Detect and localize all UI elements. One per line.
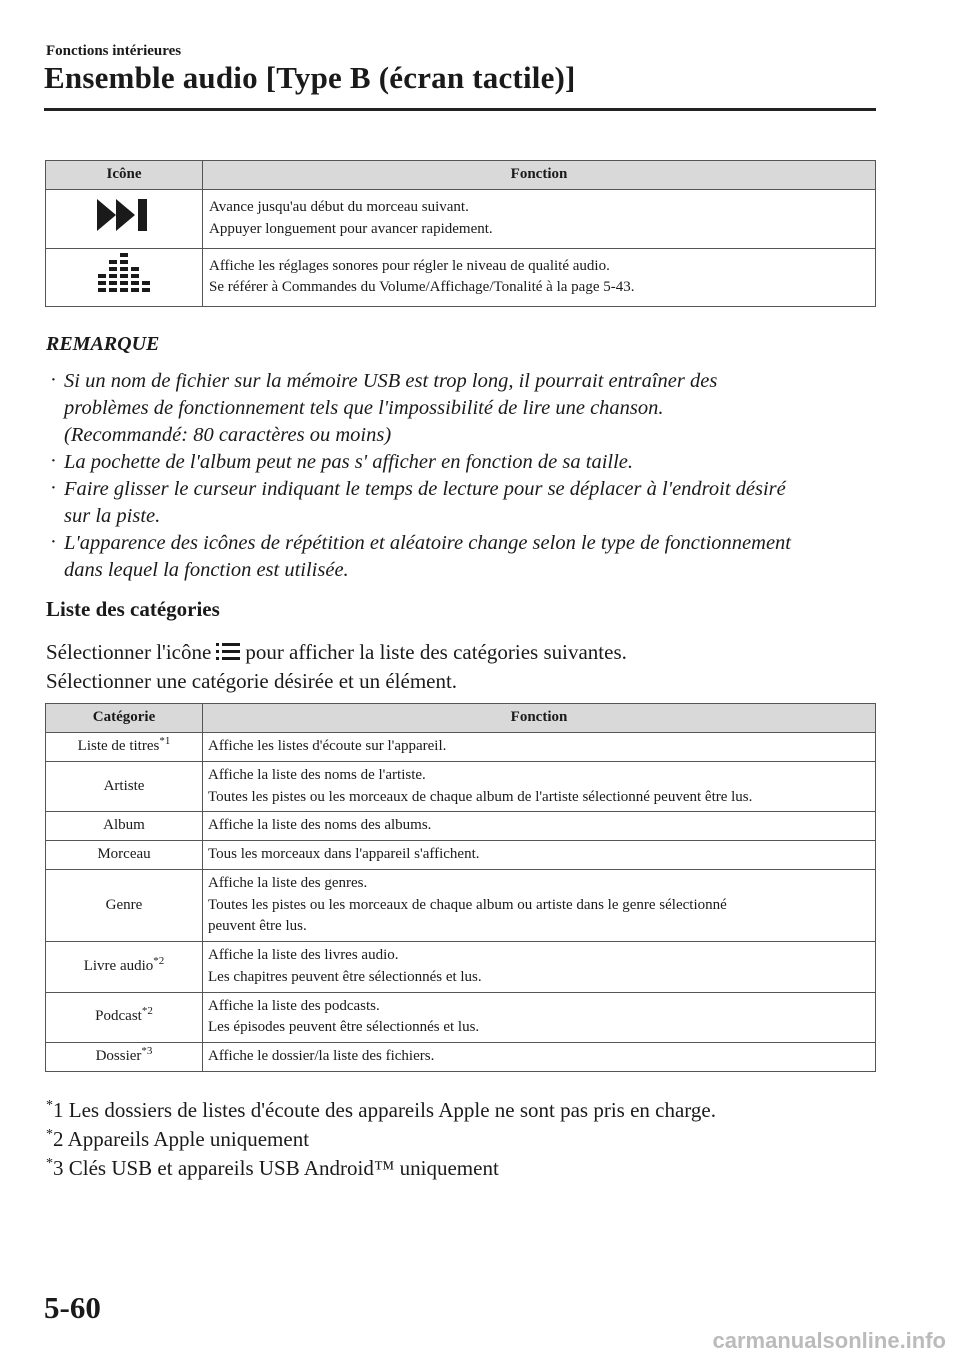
function-line: peuvent être lus. bbox=[208, 918, 307, 935]
equalizer-icon bbox=[96, 250, 152, 298]
footnote bbox=[46, 1154, 716, 1183]
remark-heading: REMARQUE bbox=[46, 333, 160, 355]
bullet-icon: · bbox=[50, 477, 57, 499]
footnote-ref: *2 bbox=[141, 1005, 153, 1018]
remark-line: (Recommandé: 80 caractères ou moins) bbox=[64, 424, 392, 446]
function-line: Affiche les listes d'écoute sur l'appareil. bbox=[208, 738, 447, 754]
footnote-mark: * bbox=[46, 1098, 53, 1113]
remark-line: L'apparence des icônes de répétition et aléatoire change selon le type de fonctionnement bbox=[64, 532, 791, 554]
category-cell bbox=[46, 942, 203, 993]
footnote-text: 1 Les dossiers de listes d'écoute des appareils Apple ne sont pas pris en charge. bbox=[53, 1098, 716, 1122]
category-name: Liste de titres bbox=[77, 738, 160, 754]
footnotes bbox=[46, 1096, 716, 1183]
footnote-ref: *1 bbox=[159, 735, 171, 747]
category-heading: Liste des catégories bbox=[46, 597, 220, 621]
column-header-icon: Icône bbox=[46, 161, 203, 190]
footnote bbox=[46, 1096, 716, 1125]
remark-item bbox=[46, 368, 876, 449]
remark-line: Si un nom de fichier sur la mémoire USB est trop long, il pourrait entraîner des bbox=[64, 370, 718, 392]
function-line: Avance jusqu'au début du morceau suivant. bbox=[209, 199, 469, 215]
remark-line: sur la piste. bbox=[64, 505, 161, 527]
remark-line: problèmes de fonctionnement tels que l'impossibilité de lire une chanson. bbox=[64, 397, 664, 419]
icon-cell bbox=[46, 190, 203, 249]
function-cell bbox=[203, 733, 876, 762]
function-cell bbox=[203, 190, 876, 249]
function-line: Affiche la liste des noms de l'artiste. bbox=[208, 766, 426, 783]
category-name: Genre bbox=[105, 896, 143, 913]
category-name: Artiste bbox=[103, 777, 145, 794]
remark-item bbox=[46, 476, 876, 530]
function-cell bbox=[203, 841, 876, 870]
remark-list bbox=[46, 368, 876, 584]
remark-line: La pochette de l'album peut ne pas s' afficher en fonction de sa taille. bbox=[64, 451, 634, 473]
footnote-text: 3 Clés USB et appareils USB Android™ uniquement bbox=[53, 1156, 499, 1180]
footnote-text: 2 Appareils Apple uniquement bbox=[53, 1127, 310, 1151]
category-name: Livre audio bbox=[83, 957, 154, 974]
footnote-mark: * bbox=[46, 1156, 53, 1171]
function-cell bbox=[203, 942, 876, 993]
bullet-icon: · bbox=[50, 369, 57, 391]
function-line: Affiche la liste des noms des albums. bbox=[208, 817, 432, 834]
intro-paragraph bbox=[46, 638, 627, 669]
category-cell bbox=[46, 761, 203, 812]
table-row bbox=[46, 190, 876, 249]
category-name: Podcast bbox=[95, 1008, 142, 1025]
table-row bbox=[46, 1043, 876, 1072]
function-line: Affiche le dossier/la liste des fichiers. bbox=[208, 1048, 435, 1064]
function-cell bbox=[203, 812, 876, 841]
function-line: Affiche la liste des genres. bbox=[208, 874, 368, 891]
function-line: Se référer à Commandes du Volume/Affichage/Tonalité à la page 5-43. bbox=[209, 279, 635, 296]
function-cell bbox=[203, 761, 876, 812]
intro-text-before: Sélectionner l'icône bbox=[46, 640, 212, 664]
page-title: Ensemble audio [Type B (écran tactile)] bbox=[44, 60, 576, 95]
function-line: Appuyer longuement pour avancer rapidement. bbox=[209, 220, 493, 237]
intro-paragraph-2: Sélectionner une catégorie désirée et un élément. bbox=[46, 669, 458, 693]
icon-cell bbox=[46, 248, 203, 307]
remark-item bbox=[46, 449, 876, 476]
function-line: Les épisodes peuvent être sélectionnés et lus. bbox=[208, 1019, 480, 1036]
page-number: 5-60 bbox=[44, 1290, 101, 1325]
function-line: Toutes les pistes ou les morceaux de chaque album ou artiste dans le genre sélectionné bbox=[208, 896, 727, 913]
table-row bbox=[46, 812, 876, 841]
category-cell bbox=[46, 812, 203, 841]
column-header-function: Fonction bbox=[203, 704, 876, 733]
table-row bbox=[46, 733, 876, 762]
function-line: Affiche la liste des podcasts. bbox=[208, 997, 380, 1014]
function-line: Affiche la liste des livres audio. bbox=[208, 947, 399, 963]
function-line: Tous les morceaux dans l'appareil s'affichent. bbox=[208, 846, 480, 862]
section-label: Fonctions intérieures bbox=[46, 43, 182, 59]
list-icon bbox=[215, 640, 241, 669]
column-header-category: Catégorie bbox=[46, 704, 203, 733]
table-header-row bbox=[46, 161, 876, 190]
table-header-row bbox=[46, 704, 876, 733]
table-row bbox=[46, 992, 876, 1043]
function-cell bbox=[203, 248, 876, 307]
table-row bbox=[46, 841, 876, 870]
category-name: Morceau bbox=[97, 846, 151, 862]
category-cell bbox=[46, 841, 203, 870]
function-cell bbox=[203, 1043, 876, 1072]
column-header-function: Fonction bbox=[203, 161, 876, 190]
function-line: Affiche les réglages sonores pour régler le niveau de qualité audio. bbox=[209, 257, 610, 274]
bullet-icon: · bbox=[50, 531, 57, 553]
table-row bbox=[46, 248, 876, 307]
function-cell bbox=[203, 992, 876, 1043]
function-line: Les chapitres peuvent être sélectionnés et lus. bbox=[208, 968, 482, 985]
function-line: Toutes les pistes ou les morceaux de chaque album de l'artiste sélectionné peuvent être lus. bbox=[208, 788, 753, 805]
function-cell bbox=[203, 869, 876, 941]
footnote bbox=[46, 1125, 716, 1154]
bullet-icon: · bbox=[50, 450, 57, 472]
table-row bbox=[46, 942, 876, 993]
category-cell bbox=[46, 869, 203, 941]
icon-function-table bbox=[45, 160, 876, 307]
remark-item bbox=[46, 530, 876, 584]
watermark: carmanualsonline.info bbox=[712, 1328, 946, 1353]
skip-next-icon bbox=[95, 197, 153, 233]
category-table-body bbox=[46, 733, 876, 1072]
category-name: Album bbox=[103, 817, 145, 834]
table-row bbox=[46, 761, 876, 812]
category-cell bbox=[46, 992, 203, 1043]
remark-line: Faire glisser le curseur indiquant le temps de lecture pour se déplacer à l'endroit désiré bbox=[64, 478, 786, 500]
footnote-mark: * bbox=[46, 1127, 53, 1142]
category-cell bbox=[46, 1043, 203, 1072]
category-name: Dossier bbox=[95, 1048, 142, 1064]
footnote-ref: *2 bbox=[153, 954, 165, 967]
category-table bbox=[45, 703, 876, 1072]
intro-text-after: pour afficher la liste des catégories suivantes. bbox=[245, 640, 627, 664]
category-cell bbox=[46, 733, 203, 762]
table-row bbox=[46, 869, 876, 941]
title-rule bbox=[44, 108, 876, 111]
footnote-ref: *3 bbox=[141, 1045, 153, 1057]
remark-line: dans lequel la fonction est utilisée. bbox=[64, 559, 349, 581]
